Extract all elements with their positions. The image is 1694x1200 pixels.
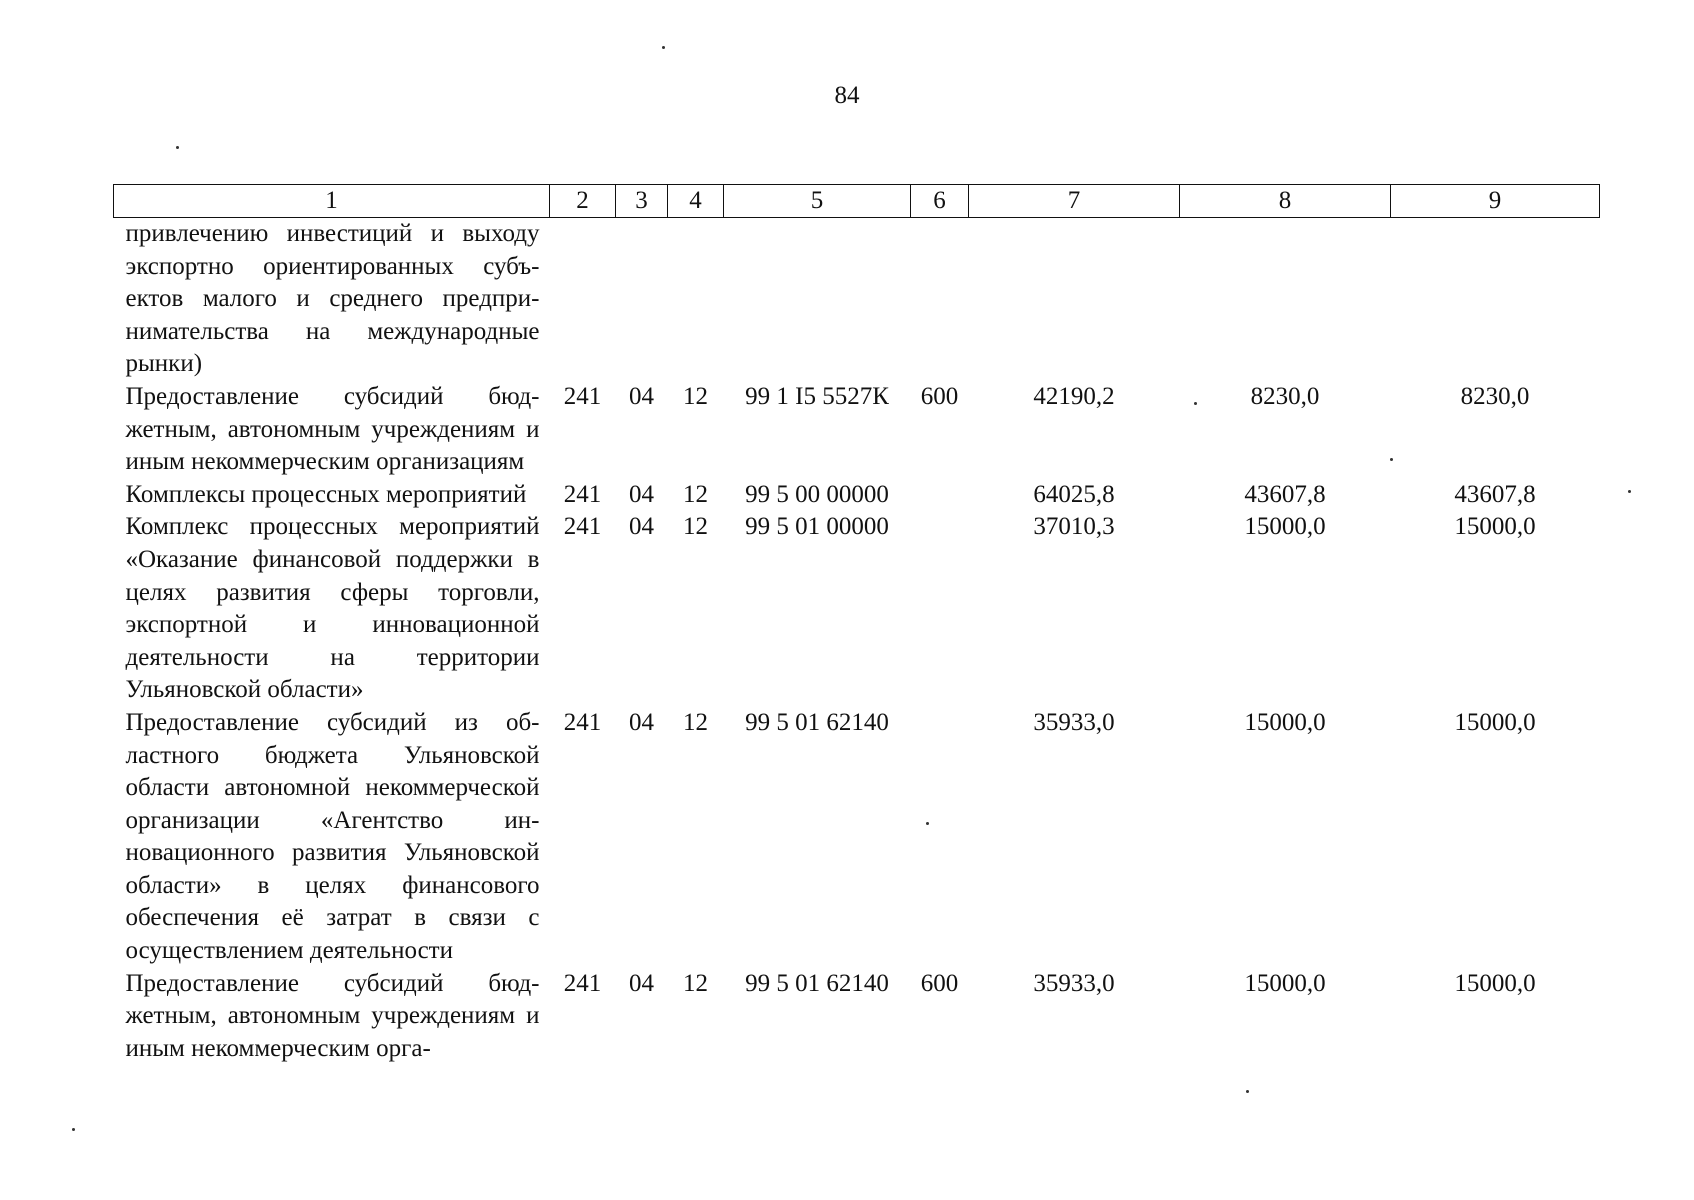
row-col-8: 15000,0 bbox=[1244, 969, 1326, 997]
row-col-7: 42190,2 bbox=[1033, 382, 1115, 410]
row-col-6 bbox=[911, 707, 969, 968]
row-col-9: 8230,0 bbox=[1460, 382, 1530, 410]
header-col-9: 9 bbox=[1391, 185, 1600, 218]
row-col-9 bbox=[1391, 218, 1600, 381]
row-col-8: 8230,0 bbox=[1250, 382, 1320, 410]
row-col-2 bbox=[550, 218, 616, 381]
table-body bbox=[114, 218, 1600, 1066]
scan-speck bbox=[72, 1128, 75, 1131]
header-col-8: 8 bbox=[1180, 185, 1391, 218]
table-row bbox=[114, 707, 1600, 968]
row-col-6: 600 bbox=[920, 382, 959, 410]
row-col-6 bbox=[911, 511, 969, 707]
row-col-6: 600 bbox=[920, 969, 959, 997]
row-col-8: 15000,0 bbox=[1244, 708, 1326, 736]
header-col-3: 3 bbox=[616, 185, 668, 218]
row-col-7 bbox=[969, 218, 1180, 381]
scan-speck bbox=[1246, 1090, 1249, 1093]
table-header bbox=[114, 185, 1600, 218]
row-col-3: 04 bbox=[629, 708, 654, 736]
header-col-1: 1 bbox=[114, 185, 550, 218]
header-col-2: 2 bbox=[550, 185, 616, 218]
row-col-5: 99 5 01 00000 bbox=[745, 513, 889, 541]
scan-speck bbox=[1628, 490, 1631, 493]
row-col-5: 99 5 01 62140 bbox=[745, 708, 889, 736]
row-col-2: 241 bbox=[563, 969, 602, 997]
row-col-8 bbox=[1180, 218, 1391, 381]
scan-speck bbox=[176, 146, 179, 149]
header-col-6: 6 bbox=[911, 185, 969, 218]
header-row bbox=[114, 185, 1600, 218]
row-col-4: 12 bbox=[683, 969, 708, 997]
row-col-4: 12 bbox=[683, 513, 708, 541]
scan-speck bbox=[662, 46, 665, 49]
row-col-2: 241 bbox=[563, 382, 602, 410]
row-col-4 bbox=[668, 218, 724, 381]
row-name: Комплекс процессных мероприятий «Оказание финансовой поддержки в целях развития сферы торговли, экспортной и инновационной деятельности на территории Ульяновской области» bbox=[125, 513, 540, 704]
row-col-7: 64025,8 bbox=[1033, 480, 1115, 508]
row-col-9: 15000,0 bbox=[1454, 513, 1536, 541]
table-row bbox=[114, 479, 1600, 512]
row-col-6 bbox=[911, 218, 969, 381]
row-col-6 bbox=[911, 479, 969, 512]
row-col-9: 15000,0 bbox=[1454, 969, 1536, 997]
row-col-9: 15000,0 bbox=[1454, 708, 1536, 736]
row-col-7: 37010,3 bbox=[1033, 513, 1115, 541]
row-col-5: 99 1 I5 5527К bbox=[745, 382, 889, 410]
row-col-7: 35933,0 bbox=[1033, 969, 1115, 997]
scan-speck bbox=[1390, 458, 1393, 461]
row-col-2: 241 bbox=[563, 480, 602, 508]
row-name: Предоставление субсидий бюджетным, автономным учреждениям и иным некоммерческим орга- bbox=[125, 969, 540, 1062]
row-col-2: 241 bbox=[563, 513, 602, 541]
row-col-8: 15000,0 bbox=[1244, 513, 1326, 541]
row-col-7: 35933,0 bbox=[1033, 708, 1115, 736]
row-name: Комплексы процессных мероприятий bbox=[125, 480, 527, 508]
row-col-5: 99 5 01 62140 bbox=[745, 969, 889, 997]
row-col-3: 04 bbox=[629, 969, 654, 997]
header-col-7: 7 bbox=[969, 185, 1180, 218]
row-col-4: 12 bbox=[683, 708, 708, 736]
row-col-8: 43607,8 bbox=[1244, 480, 1326, 508]
budget-table-container bbox=[113, 184, 1599, 1065]
row-col-4: 12 bbox=[683, 480, 708, 508]
table-row bbox=[114, 968, 1600, 1066]
row-col-5 bbox=[724, 218, 911, 381]
header-col-4: 4 bbox=[668, 185, 724, 218]
scan-speck bbox=[1194, 402, 1197, 405]
table-row bbox=[114, 511, 1600, 707]
page-number: 84 bbox=[834, 82, 860, 109]
row-col-4: 12 bbox=[683, 382, 708, 410]
row-col-3: 04 bbox=[629, 382, 654, 410]
row-col-3: 04 bbox=[629, 480, 654, 508]
row-name: Предоставление субсидий бюджетным, автономным учреждениям и иным некоммерческим организациям bbox=[125, 382, 540, 476]
budget-table bbox=[113, 184, 1600, 1065]
row-col-3: 04 bbox=[629, 513, 654, 541]
header-col-5: 5 bbox=[724, 185, 911, 218]
row-col-9: 43607,8 bbox=[1454, 480, 1536, 508]
row-col-2: 241 bbox=[563, 708, 602, 736]
row-col-5: 99 5 00 00000 bbox=[745, 480, 889, 508]
scan-speck bbox=[926, 822, 929, 825]
row-col-3 bbox=[616, 218, 668, 381]
table-row bbox=[114, 218, 1600, 381]
row-name: привлечению инвестиций и выходу экспортно ориентированных субъектов малого и среднего предпринимательства на международные рынки) bbox=[125, 220, 540, 378]
row-name: Предоставление субсидий из областного бюджета Ульяновской области автономной некоммерческой организации «Агентство инновационного развития Ульяновской области» в целях финансового обеспечения её затрат в связи с осуществлением деятельности bbox=[125, 708, 540, 965]
table-row bbox=[114, 381, 1600, 479]
